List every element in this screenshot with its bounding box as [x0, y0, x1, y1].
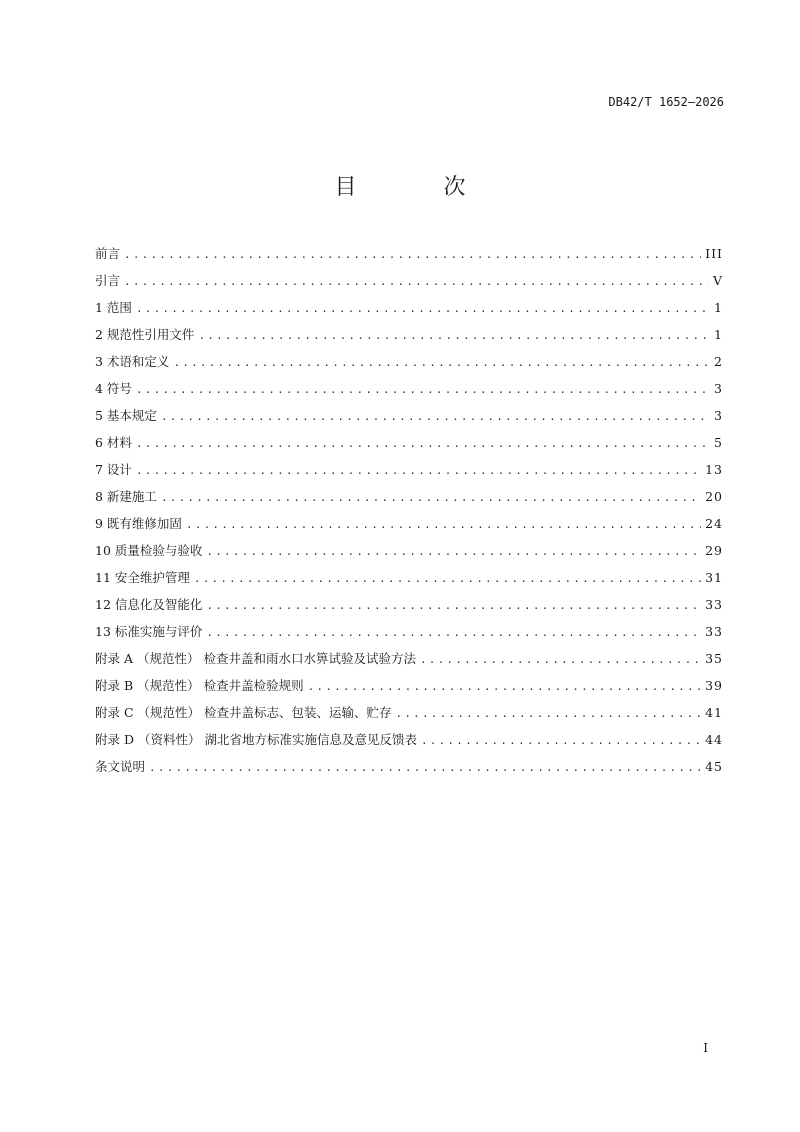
toc-entry[interactable]	[95, 483, 723, 510]
toc-entry-page: 5	[714, 435, 723, 450]
toc-entry[interactable]	[95, 591, 723, 618]
toc-entry[interactable]	[95, 429, 723, 456]
toc-entry-label: 8 新建施工	[95, 489, 157, 504]
toc-entry-page: 45	[705, 759, 723, 774]
document-code: DB42/T 1652—2026	[608, 95, 724, 109]
toc-entry[interactable]	[95, 321, 723, 348]
toc-entry-label: 1 范围	[95, 300, 132, 315]
toc-dot-leader	[206, 619, 701, 646]
toc-entry-label: 附录 D （资料性） 湖北省地方标准实施信息及意见反馈表	[95, 732, 417, 747]
toc-entry[interactable]	[95, 456, 723, 483]
toc-entry-page: 33	[705, 624, 723, 639]
toc-dot-leader	[161, 403, 710, 430]
toc-entry-label: 附录 A （规范性） 检查井盖和雨水口水箅试验及试验方法	[95, 651, 416, 666]
toc-entry-label: 9 既有维修加固	[95, 516, 182, 531]
toc-entry-page: 2	[714, 354, 723, 369]
toc-entry-label: 2 规范性引用文件	[95, 327, 195, 342]
page-title: 目 次	[334, 175, 506, 200]
toc-dot-leader	[136, 295, 710, 322]
toc-dot-leader	[124, 268, 709, 295]
toc-entry[interactable]	[95, 672, 723, 699]
toc-dot-leader	[173, 349, 710, 376]
toc-entry-page: 31	[705, 570, 723, 585]
toc-entry-label: 附录 C （规范性） 检查井盖标志、包装、运输、贮存	[95, 705, 392, 720]
toc-entry-label: 5 基本规定	[95, 408, 157, 423]
toc-entry[interactable]	[95, 618, 723, 645]
toc-entry-page: 3	[714, 408, 723, 423]
toc-entry[interactable]	[95, 645, 723, 672]
toc-entry[interactable]	[95, 348, 723, 375]
toc-entry-page: 35	[705, 651, 723, 666]
toc-dot-leader	[198, 322, 710, 349]
toc-entry-label: 11 安全维护管理	[95, 570, 190, 585]
toc-entry-page: 3	[714, 381, 723, 396]
toc-entry-label: 4 符号	[95, 381, 132, 396]
toc-entry[interactable]	[95, 564, 723, 591]
toc-entry-page: 41	[705, 705, 723, 720]
toc-entry[interactable]	[95, 726, 723, 753]
toc-entry-page: 1	[714, 327, 723, 342]
toc-entry-page: V	[712, 273, 723, 288]
toc-entry-page: 44	[705, 732, 723, 747]
toc-dot-leader	[194, 565, 701, 592]
toc-entry[interactable]	[95, 294, 723, 321]
toc-dot-leader	[206, 538, 701, 565]
toc-entry[interactable]	[95, 537, 723, 564]
toc-dot-leader	[420, 646, 701, 673]
toc-entry-label: 条文说明	[95, 759, 146, 774]
toc-dot-leader	[136, 430, 710, 457]
toc-entry[interactable]	[95, 753, 723, 780]
toc-entry-label: 附录 B （规范性） 检查井盖检验规则	[95, 678, 304, 693]
toc-entry[interactable]	[95, 267, 723, 294]
toc-entry[interactable]	[95, 699, 723, 726]
toc-entry-page: 33	[705, 597, 723, 612]
toc-entry-label: 前言	[95, 246, 121, 261]
toc-entry-label: 7 设计	[95, 462, 132, 477]
toc-dot-leader	[124, 241, 701, 268]
toc-dot-leader	[396, 700, 702, 727]
toc-entry-page: 1	[714, 300, 723, 315]
toc-dot-leader	[308, 673, 701, 700]
toc-entry-label: 10 质量检验与验收	[95, 543, 203, 558]
toc-entry-label: 引言	[95, 273, 121, 288]
toc-entry-label: 6 材料	[95, 435, 132, 450]
toc-entry-page: 20	[705, 489, 723, 504]
toc-entry-page: 39	[705, 678, 723, 693]
toc-dot-leader	[161, 484, 701, 511]
toc-entry-label: 3 术语和定义	[95, 354, 170, 369]
toc-entry-page: 24	[705, 516, 723, 531]
toc-entry-label: 12 信息化及智能化	[95, 597, 203, 612]
toc-entry[interactable]	[95, 510, 723, 537]
toc-dot-leader	[136, 376, 710, 403]
toc-entry-label: 13 标准实施与评价	[95, 624, 203, 639]
toc-entry-page: III	[705, 246, 723, 261]
table-of-contents	[95, 240, 723, 780]
toc-dot-leader	[186, 511, 701, 538]
toc-entry[interactable]	[95, 240, 723, 267]
toc-dot-leader	[206, 592, 701, 619]
toc-entry[interactable]	[95, 402, 723, 429]
toc-dot-leader	[149, 754, 701, 781]
toc-dot-leader	[136, 457, 701, 484]
toc-entry-page: 13	[705, 462, 723, 477]
toc-dot-leader	[421, 727, 701, 754]
page-number: I	[703, 1041, 708, 1055]
toc-entry-page: 29	[705, 543, 723, 558]
toc-entry[interactable]	[95, 375, 723, 402]
